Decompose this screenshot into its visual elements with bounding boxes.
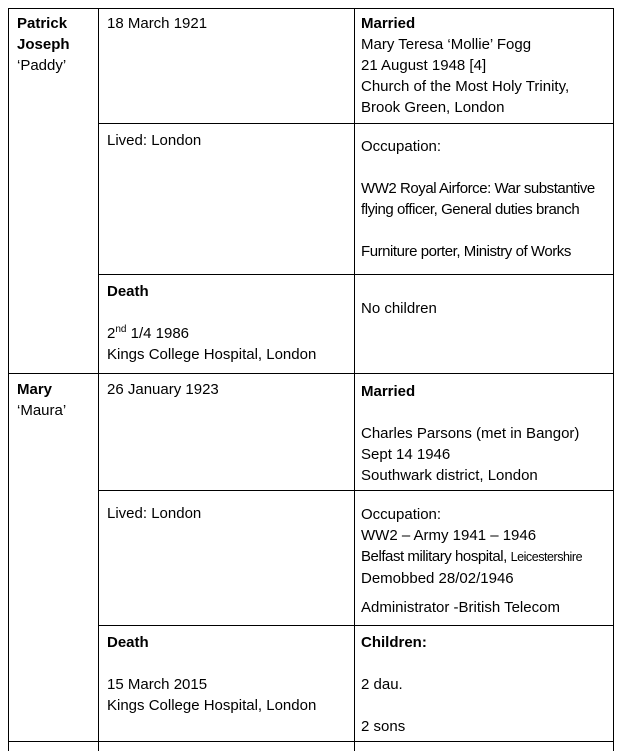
- marriage-date: Sept 14 1946: [361, 446, 451, 463]
- family-table: [8, 8, 614, 751]
- lived-location: Lived: London: [107, 132, 202, 149]
- blank-line: [361, 695, 611, 716]
- blank-line: [361, 402, 611, 423]
- person-nickname: ‘Paddy’: [17, 57, 67, 74]
- cell-married-patrick: [355, 9, 614, 124]
- occupation-civilian: Furniture porter, Ministry of Works: [361, 243, 571, 260]
- children-sons: 2 sons: [361, 718, 406, 735]
- children-heading: Children:: [361, 634, 427, 651]
- cell-birth-mary: [99, 374, 355, 491]
- occupation-demobbed: Demobbed 28/02/1946: [361, 570, 514, 587]
- person-first-name: Mary: [17, 381, 53, 398]
- marriage-place-line1: Church of the Most Holy Trinity,: [361, 78, 570, 95]
- occupation-hospital-county: Leicestershire: [510, 550, 583, 564]
- person-nickname: ‘Maura’: [17, 402, 67, 419]
- spouse-name: Mary Teresa ‘Mollie’ Fogg: [361, 36, 532, 53]
- cell-birth-patrick: [99, 9, 355, 124]
- death-place: Kings College Hospital, London: [107, 697, 317, 714]
- occupation-hospital-name: Belfast military hospital,: [361, 548, 511, 565]
- death-date-rest: 1/4 1986: [126, 325, 190, 342]
- lived-location: Lived: London: [107, 505, 202, 522]
- marriage-place: Southwark district, London: [361, 467, 538, 484]
- cell-person-name-mary: [9, 374, 99, 742]
- death-heading: Death: [107, 634, 149, 651]
- death-date-ordinal-suffix: nd: [115, 324, 127, 335]
- death-heading: Death: [107, 283, 149, 300]
- occupation-heading: Occupation:: [361, 138, 442, 155]
- occupation-civilian: Administrator -British Telecom: [361, 599, 560, 616]
- cell-children-patrick: [355, 275, 614, 374]
- occupation-military-line2: flying officer, General duties branch: [361, 201, 580, 218]
- person-middle-name: Joseph: [17, 36, 70, 53]
- occupation-military-line1: WW2 Royal Airforce: War substantive: [361, 180, 595, 197]
- cell-death-patrick: [99, 275, 355, 374]
- cell-death-mary: [99, 626, 355, 742]
- spouse-name: Charles Parsons (met in Bangor): [361, 425, 580, 442]
- person-first-name: Patrick: [17, 15, 68, 32]
- death-date-number: 2: [107, 325, 116, 342]
- cell-occupation-patrick: [355, 124, 614, 275]
- cell-birth-next: [99, 742, 355, 751]
- marriage-place-line2: Brook Green, London: [361, 99, 505, 116]
- birth-date: 18 March 1921: [107, 15, 208, 32]
- blank-line: [107, 653, 350, 674]
- blank-line: [361, 653, 611, 674]
- cell-married-mary: [355, 374, 614, 491]
- death-date: 15 March 2015: [107, 676, 208, 693]
- cell-married-next: [355, 742, 614, 751]
- children-note: No children: [361, 300, 437, 317]
- blank-line: [107, 302, 350, 323]
- occupation-military-service: WW2 – Army 1941 – 1946: [361, 527, 537, 544]
- blank-line: [361, 220, 611, 241]
- death-place: Kings College Hospital, London: [107, 346, 317, 363]
- occupation-hospital: [361, 546, 611, 568]
- occupation-heading: Occupation:: [361, 506, 442, 523]
- cell-lived-mary: [99, 491, 355, 626]
- cell-occupation-mary: [355, 491, 614, 626]
- blank-line: [361, 157, 611, 178]
- cell-children-mary: [355, 626, 614, 742]
- cell-person-name-patrick: [9, 9, 99, 374]
- marriage-date: 21 August 1948 [4]: [361, 57, 487, 74]
- death-date: [107, 323, 350, 344]
- cell-person-name-next: [9, 742, 99, 751]
- married-heading: Married: [361, 383, 416, 400]
- children-daughters: 2 dau.: [361, 676, 403, 693]
- married-heading: Married: [361, 15, 416, 32]
- cell-lived-patrick: [99, 124, 355, 275]
- birth-date: 26 January 1923: [107, 381, 219, 398]
